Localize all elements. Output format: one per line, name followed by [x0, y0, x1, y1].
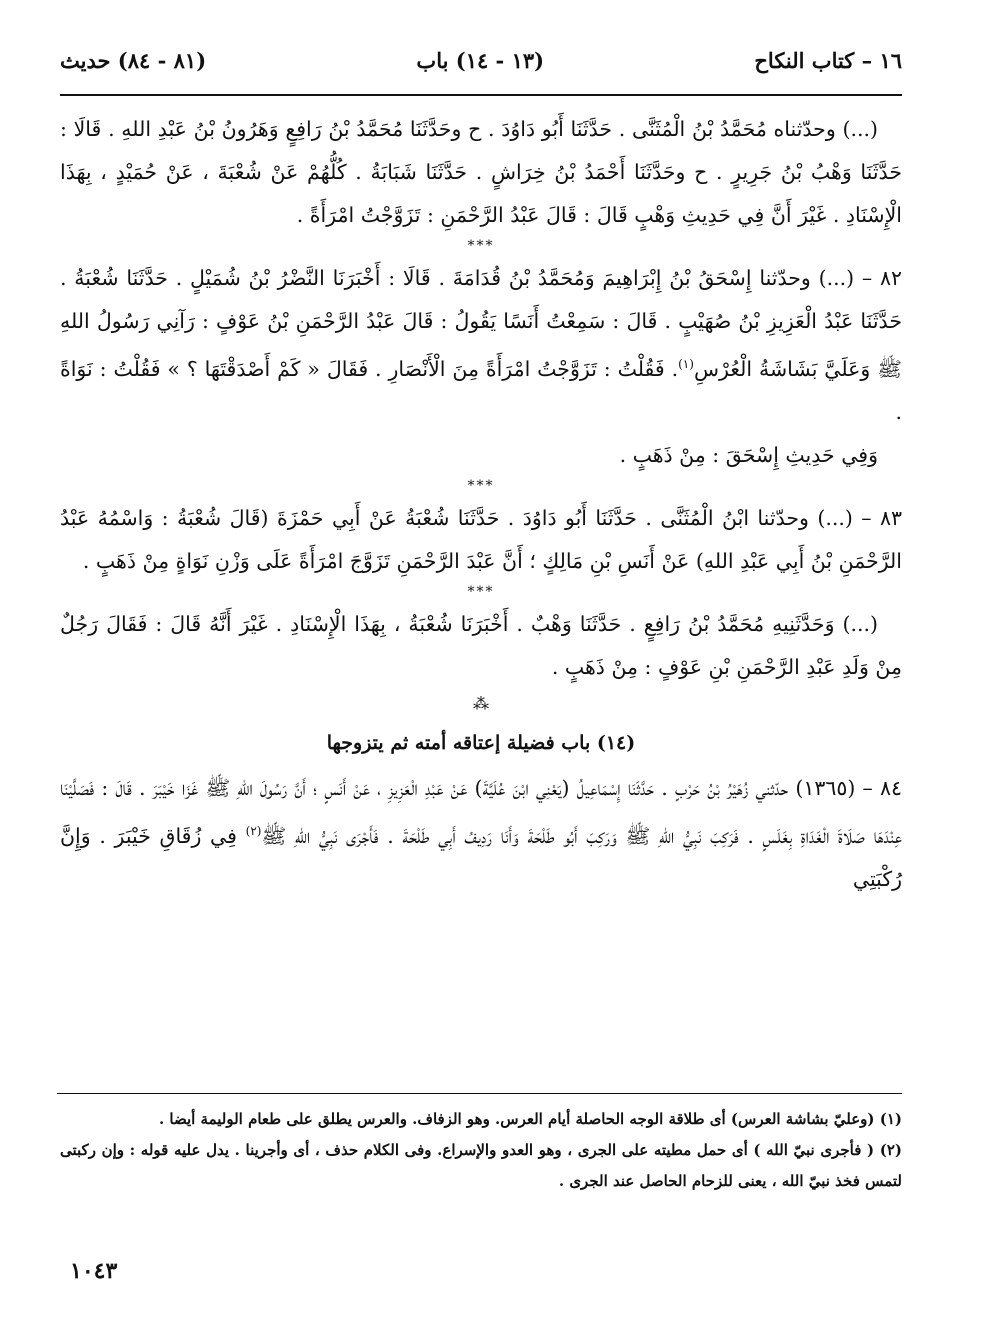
header-bab: (١٣ - ١٤) باب: [416, 48, 545, 73]
section-separator: ***: [467, 583, 495, 600]
hadith-84: [60, 767, 902, 901]
header-chapter: ١٦ – كتاب النكاح: [754, 48, 902, 73]
footnotes: [60, 1104, 902, 1197]
hadith-83: ٨٣ – (...) وحدّثنا ابْنُ الْمُثَنَّى . حَدَّثَنَا أَبُو دَاوُدَ . حَدَّثَنَا شُعْبَةُ عَنْ أَبِي حَمْزَةَ (قَالَ شُعْبَةُ : وَاسْمُهُ عَبْدُ الرَّحْمَنِ بْنُ أَبِي عَبْدِ اللهِ) عَنْ أَنَسِ بْنِ مَالِكٍ ؛ أَنَّ عَبْدَ الرَّحْمَنِ تَزَوَّجَ امْرَأَةً عَلَى وَزْنِ نَوَاةٍ مِنْ ذَهَبٍ .: [60, 505, 902, 573]
hadith-84-text: ٨٤ – (١٣٦٥) حدّثني زُهَيْرُ بْنُ حَرْبٍ . حَدَّثَنَا إِسْمَاعِيلُ (يَعْنِي ابْنَ عُلَيَّةَ) عَنْ عَبْدِ الْعَزِيزِ ، عَنْ أَنَسٍ ؛ أَنَّ رَسُولَ اللهِ ﷺ غَزَا خَيْبَرَ . قَالَ : فَصَلَّيْنَا عِنْدَهَا صَلَاةَ الْغَدَاةِ بِغَلَسٍ . فَرَكِبَ نَبِيُّ اللهِ ﷺ وَرَكِبَ أَبُو طَلْحَةَ وَأَنَا رَدِيفُ أَبِي طَلْحَةَ . فَأَجْرَى نَبِيُّ اللهِ ﷺ: [60, 775, 903, 848]
section-separator: ***: [467, 477, 495, 494]
hadith-81-continuation: (...) وحدّثناه مُحَمَّدُ بْنُ الْمُثَنَّى . حَدَّثَنَا أَبُو دَاوُدَ . ح وحَدَّثَنَا مُحَمَّدُ بْنُ رَافِعٍ وَهَرُونُ بْنُ عَبْدِ اللهِ . قَالَا : حَدَّثَنَا وَهْبُ بْنُ جَرِيرٍ . ح وحَدَّثَنَا أَحْمَدُ بْنُ خِرَاشٍ . حَدَّثَنَا شَبَابَةُ . كُلُّهُمْ عَنْ شُعْبَةَ ، عَنْ حُمَيْدٍ ، بِهَذَا الْإِسْنَادِ . غَيْرَ أَنَّ فِي حَدِيثِ وَهْبٍ قَالَ : قَالَ عَبْدُ الرَّحْمَنِ : تَزَوَّجْتُ امْرَأَةً .: [60, 117, 902, 227]
hadith-82-text-end: . فَقُلْتُ : تَزَوَّجْتُ امْرَأَةً مِنَ الْأَنْصَارِ . فَقَالَ « كَمْ أَصْدَقْتَهَا ؟ » فَقُلْتُ : نَوَاةً .: [60, 356, 902, 424]
footnote-rule: [57, 1093, 902, 1094]
hadith-82-text: ٨٢ – (...) وحدّثنا إِسْحَقُ بْنُ إِبْرَاهِيمَ وَمُحَمَّدُ بْنُ قُدَامَةَ . قَالَا : أَخْبَرَنَا النَّضْرُ بْنُ شُمَيْلٍ . حَدَّثَنَا شُعْبَةُ . حَدَّثَنَا عَبْدُ الْعَزِيزِ بْنُ صُهَيْبٍ . قَالَ : سَمِعْتُ أَنَسًا يَقُولُ : قَالَ عَبْدُ الرَّحْمَنِ بْنُ عَوْفٍ : رَآنِي رَسُولُ اللهِ ﷺ وَعَلَيَّ بَشَاشَةُ الْعُرْسِ: [60, 266, 902, 381]
running-header: [60, 48, 902, 88]
main-text: [60, 108, 902, 901]
hadith-83-variant: (...) وَحَدَّثَنِيهِ مُحَمَّدُ بْنُ رَافِعٍ . حَدَّثَنَا وَهْبٌ . أَخْبَرَنَا شُعْبَةُ ، بِهَذَا الْإِسْنَادِ . غَيْرَ أَنَّهُ قَالَ : فَقَالَ رَجُلٌ مِنْ وَلَدِ عَبْدِ الرَّحْمَنِ بْنِ عَوْفٍ : مِنْ ذَهَبٍ .: [60, 611, 902, 679]
footnote-ref-2[interactable]: (٢): [245, 823, 262, 838]
page-number: ١٠٤٣: [70, 1258, 118, 1284]
footnote-2: (٢) ( فأجرى نبيّ الله ) أى حمل مطيته على الجرى ، وهو العدو والإسراع. وفى الكلام حذف ، أى وأجرينا . يدل عليه قوله : وإن ركبتى لتمس فخذ نبيّ الله ، يعنى للزحام الحاصل عند الجرى .: [60, 1141, 902, 1190]
footnote-1: (١) (وعليّ بشاشة العرس) أى طلاقة الوجه الحاصلة أيام العرس. وهو الزفاف. والعرس يطلق على طعام الوليمة أيضا .: [158, 1110, 902, 1128]
footnote-ref-1[interactable]: (١): [678, 357, 694, 371]
header-hadith-range: (٨١ - ٨٤) حديث: [60, 48, 207, 73]
hadith-82: [60, 257, 902, 434]
book-page: [60, 48, 903, 1284]
chapter-title: (١٤) باب فضيلة إعتاقه أمته ثم يتزوجها: [326, 731, 636, 754]
hadith-82-variant: وَفِي حَدِيثِ إِسْحَقَ : مِنْ ذَهَبٍ .: [619, 442, 878, 467]
header-rule: [60, 94, 902, 96]
hadith-84-text-end: فِي زُقَاقِ خَيْبَرَ . وَإِنَّ رُكْبَتِي: [60, 823, 902, 891]
section-separator: ***: [467, 238, 495, 254]
chapter-end-mark: ⁂: [473, 693, 489, 713]
